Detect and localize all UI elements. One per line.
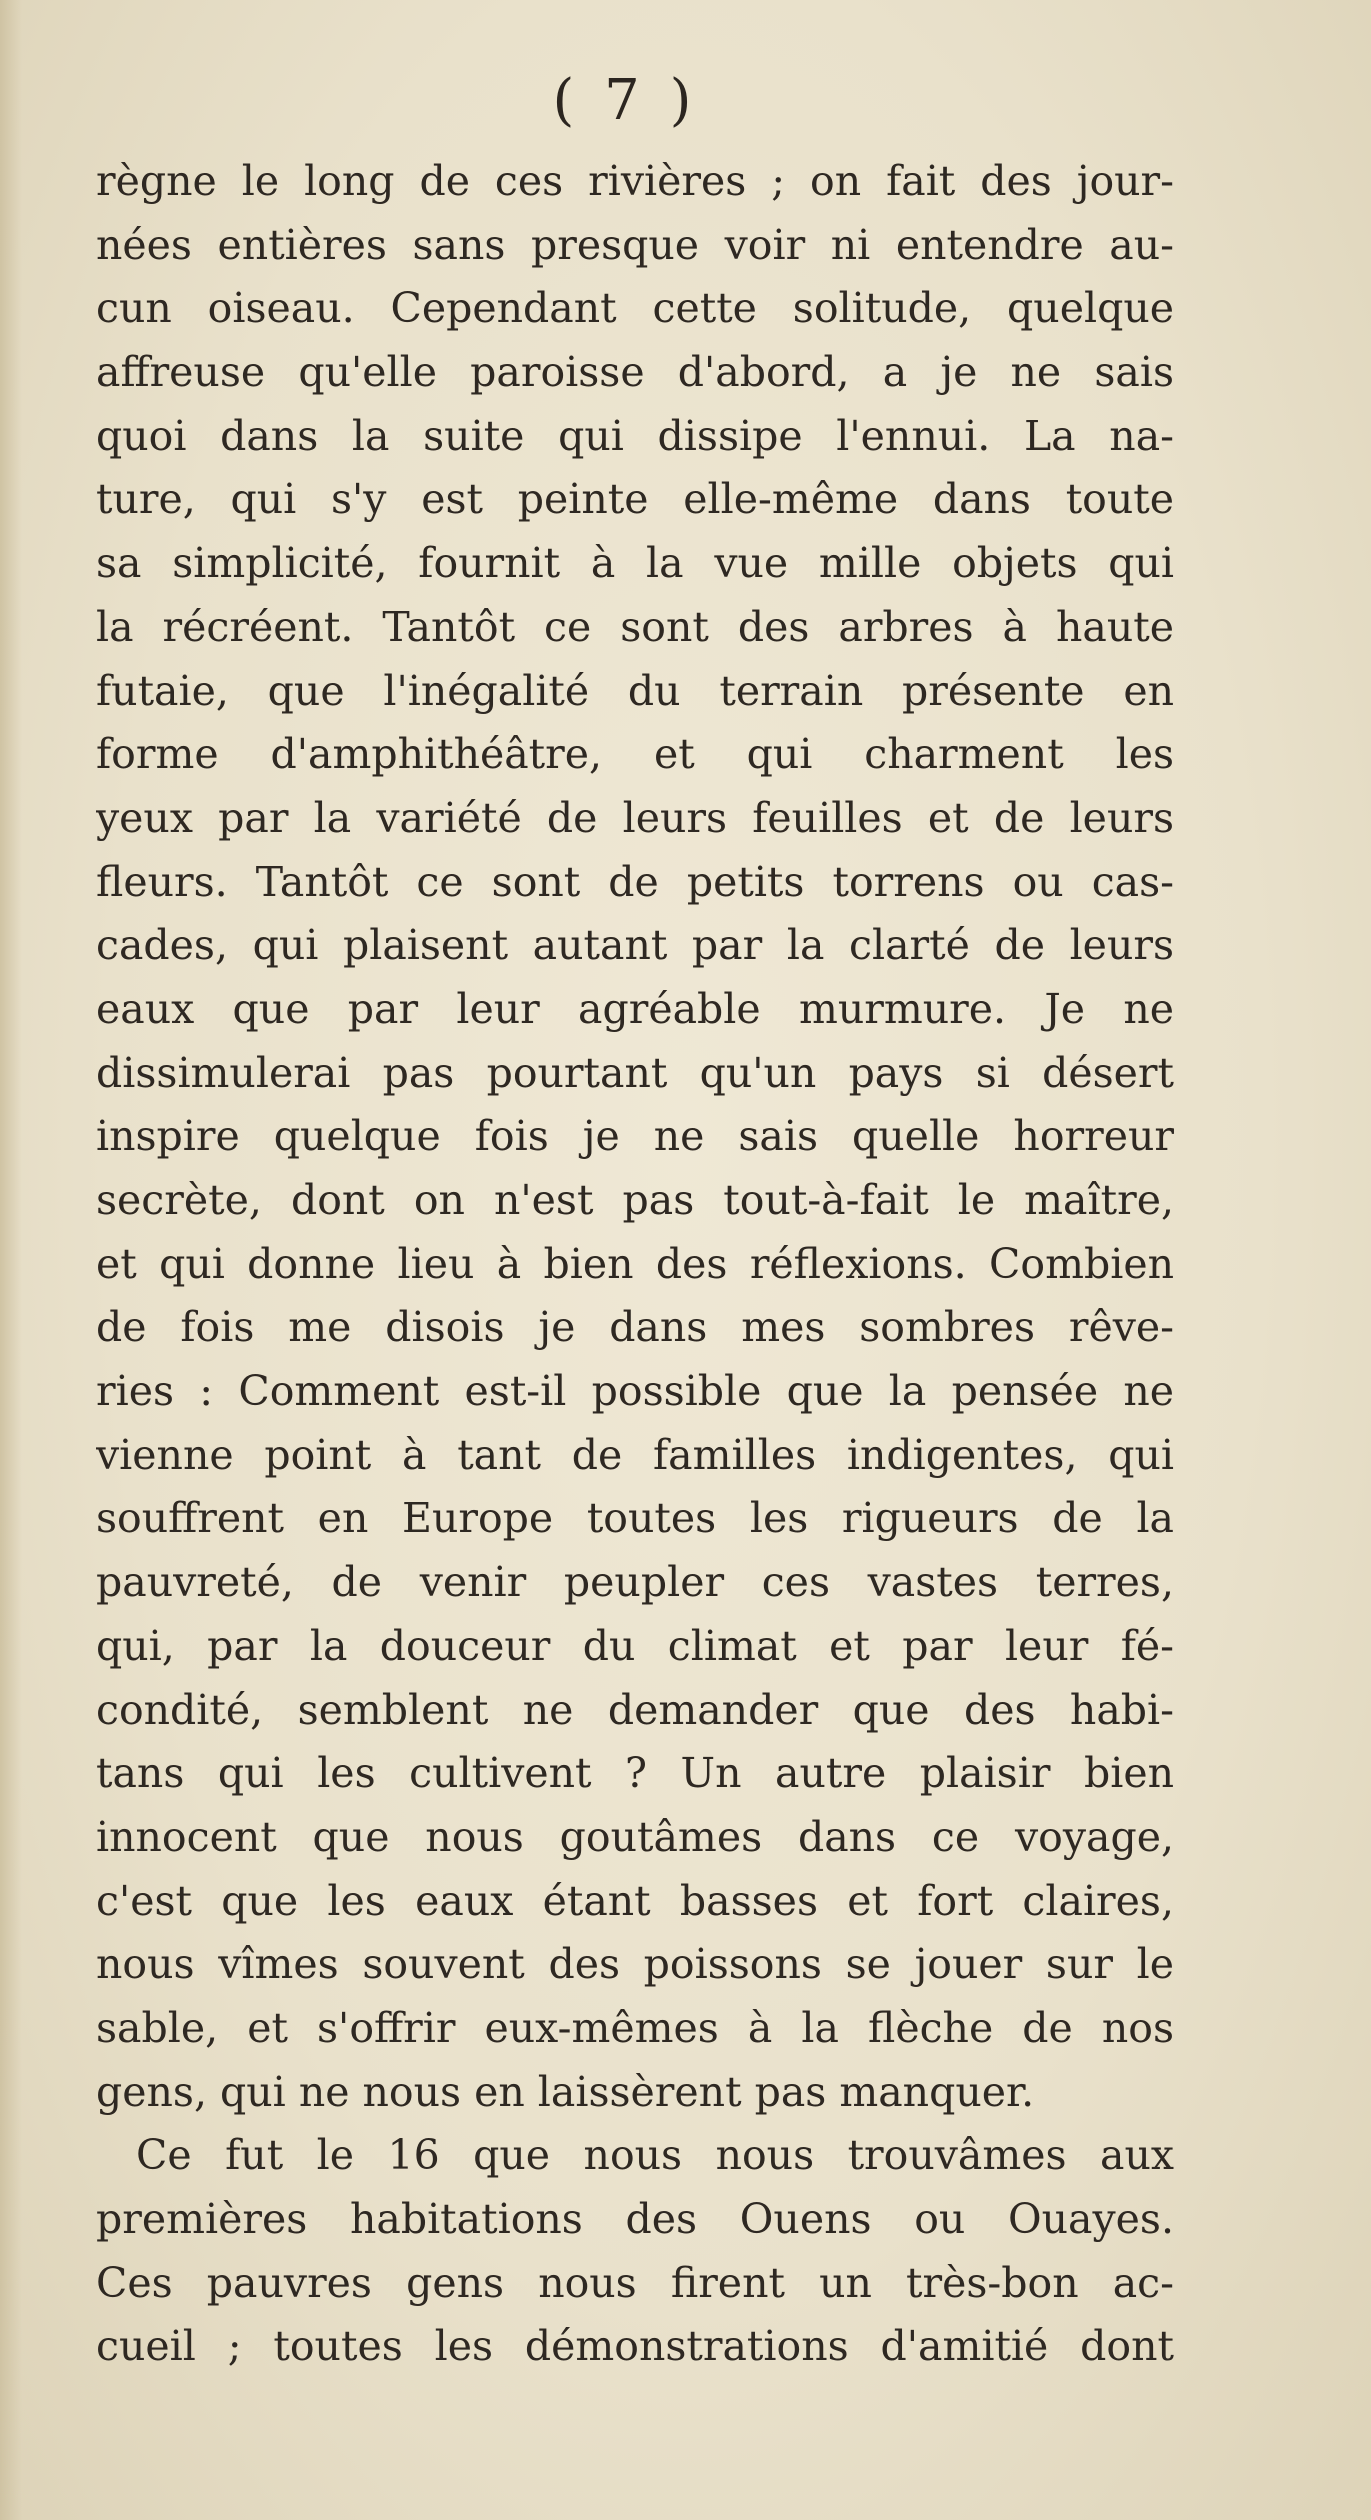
text-line: nées entières sans presque voir ni entendre au-	[96, 220, 1174, 269]
text-line: inspire quelque fois je ne sais quelle horreur	[96, 1112, 1174, 1161]
text-line: dissimulerai pas pourtant qu'un pays si désert	[96, 1048, 1174, 1097]
text-line: secrète, dont on n'est pas tout-à-fait le maître,	[96, 1176, 1174, 1224]
text-line: premières habitations des Ouens ou Ouayes.	[96, 2195, 1174, 2243]
text-line: ture, qui s'y est peinte elle-même dans toute	[96, 475, 1174, 524]
text-line: la récréent. Tantôt ce sont des arbres à haute	[96, 602, 1174, 651]
text-line: sable, et s'offrir eux-mêmes à la flèche de nos	[96, 2003, 1174, 2052]
text-line: sa simplicité, fournit à la vue mille objets qui	[96, 539, 1174, 588]
text-line: forme d'amphithéâtre, et qui charment les	[96, 730, 1174, 779]
text-line: cades, qui plaisent autant par la clarté de leurs	[96, 921, 1174, 970]
page-gutter-shadow	[0, 0, 22, 2520]
text-line: souffrent en Europe toutes les rigueurs de la	[96, 1494, 1174, 1543]
text-line: tans qui les cultivent ? Un autre plaisir bien	[96, 1749, 1174, 1798]
text-line: qui, par la douceur du climat et par leur fé-	[96, 1621, 1174, 1670]
body-text	[96, 150, 1174, 2379]
text-line: quoi dans la suite qui dissipe l'ennui. La na-	[96, 411, 1174, 460]
text-line: Ces pauvres gens nous firent un très-bon ac-	[96, 2258, 1174, 2307]
text-line: fleurs. Tantôt ce sont de petits torrens ou cas-	[96, 857, 1174, 906]
text-line: règne le long de ces rivières ; on fait des jour-	[96, 157, 1174, 205]
text-line: ries : Comment est-il possible que la pensée ne	[96, 1367, 1174, 1416]
text-line: futaie, que l'inégalité du terrain présente en	[96, 666, 1174, 715]
page-number: ( 7 )	[552, 68, 698, 133]
text-line: eaux que par leur agréable murmure. Je ne	[96, 984, 1174, 1033]
text-line: de fois me disois je dans mes sombres rêve-	[96, 1303, 1174, 1352]
text-line: pauvreté, de venir peupler ces vastes terres,	[96, 1558, 1174, 1607]
text-line: affreuse qu'elle paroisse d'abord, a je ne sais	[96, 348, 1174, 397]
text-line: cun oiseau. Cependant cette solitude, quelque	[96, 284, 1174, 333]
text-line-paragraph-end: gens, qui ne nous en laissèrent pas manquer.	[96, 2067, 1035, 2116]
text-line: condité, semblent ne demander que des habi-	[96, 1685, 1174, 1734]
text-line: cueil ; toutes les démonstrations d'amitié dont	[96, 2322, 1174, 2371]
text-line: vienne point à tant de familles indigentes, qui	[96, 1430, 1174, 1479]
text-line: yeux par la variété de leurs feuilles et de leurs	[96, 793, 1174, 842]
text-line-paragraph-start: Ce fut le 16 que nous nous trouvâmes aux	[136, 2131, 1174, 2180]
text-line: innocent que nous goutâmes dans ce voyage,	[96, 1812, 1174, 1861]
text-line: nous vîmes souvent des poissons se jouer sur le	[96, 1940, 1174, 1989]
text-line: et qui donne lieu à bien des réflexions. Combien	[96, 1239, 1174, 1288]
text-line: c'est que les eaux étant basses et fort claires,	[96, 1876, 1174, 1925]
